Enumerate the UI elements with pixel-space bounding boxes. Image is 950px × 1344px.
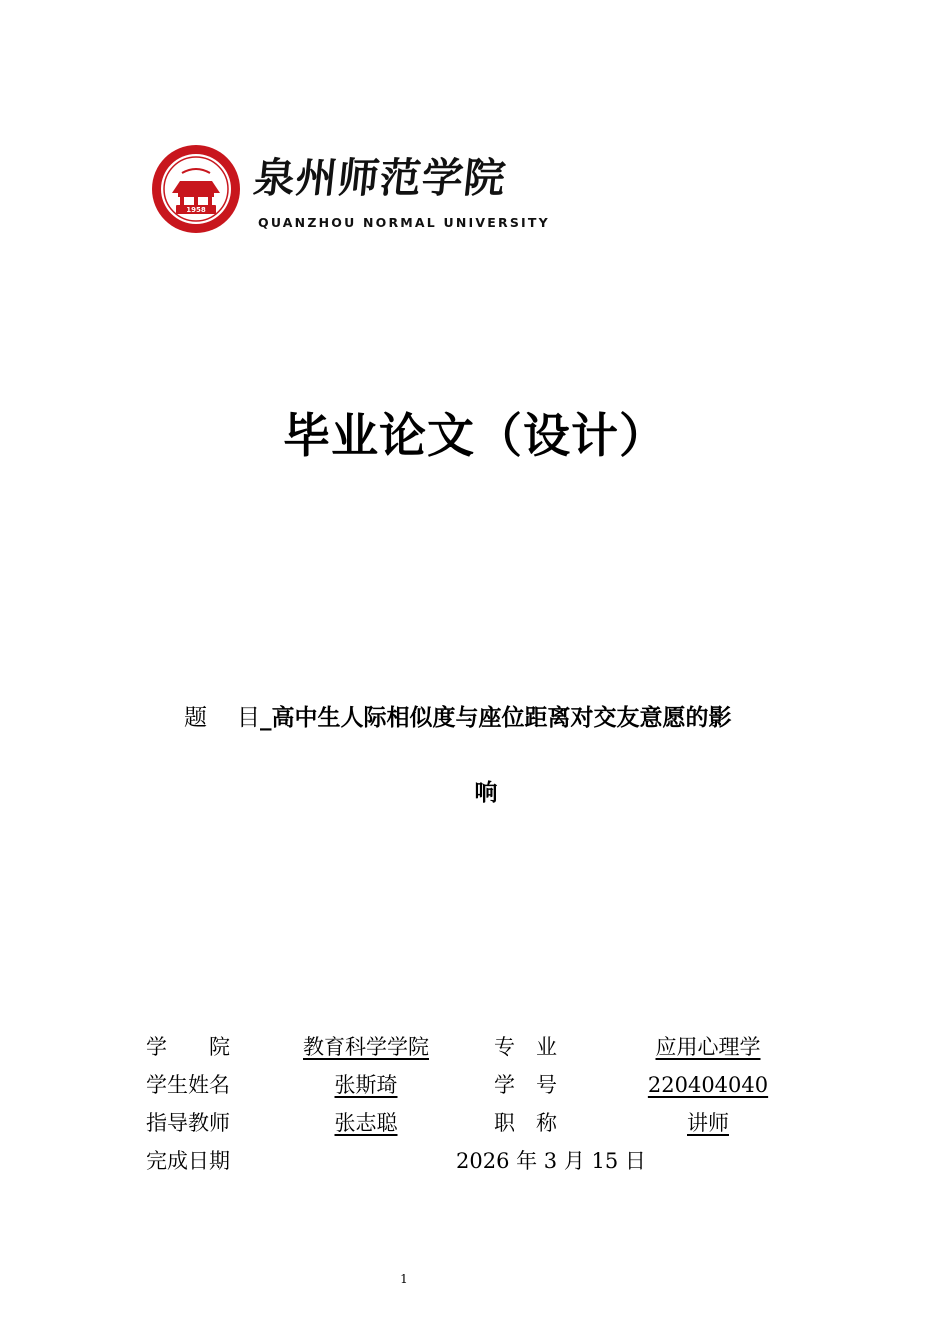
topic-separator: _ [260, 705, 272, 731]
topic-label: 题 目 [184, 705, 260, 731]
topic-value-continued: 响 [474, 780, 498, 806]
info-table [146, 1028, 826, 1180]
date-label: 完成日期 [146, 1149, 230, 1173]
document-title: 毕业论文（设计） [283, 409, 667, 464]
rank-label: 职 称 [494, 1111, 557, 1135]
university-name-cn: 泉州师范学院 [251, 154, 509, 202]
info-row-date [146, 1142, 826, 1180]
university-name-en: QUANZHOU NORMAL UNIVERSITY [258, 215, 550, 230]
rank-value: 讲师 [687, 1111, 729, 1135]
advisor-label: 指导教师 [146, 1111, 230, 1135]
student-id-value: 220404040 [647, 1073, 769, 1097]
student-id-label: 学 号 [494, 1073, 557, 1097]
major-label: 专 业 [494, 1035, 557, 1059]
topic-value: 高中生人际相似度与座位距离对交友意愿的影 [271, 705, 732, 731]
topic-line [184, 698, 732, 738]
major-value: 应用心理学 [655, 1035, 761, 1059]
college-label: 学 院 [146, 1035, 230, 1059]
info-row-college [146, 1028, 826, 1066]
university-logo [150, 143, 570, 238]
university-seal-icon [150, 143, 242, 235]
student-value: 张斯琦 [334, 1073, 398, 1097]
info-row-student [146, 1066, 826, 1104]
page-number: 1 [400, 1272, 408, 1286]
student-label: 学生姓名 [146, 1073, 230, 1097]
date-value: 2026 年 3 月 15 日 [456, 1149, 646, 1173]
info-row-advisor [146, 1104, 826, 1142]
college-value: 教育科学学院 [303, 1035, 429, 1059]
advisor-value: 张志聪 [334, 1111, 398, 1135]
seal-year: 1958 [186, 206, 206, 214]
